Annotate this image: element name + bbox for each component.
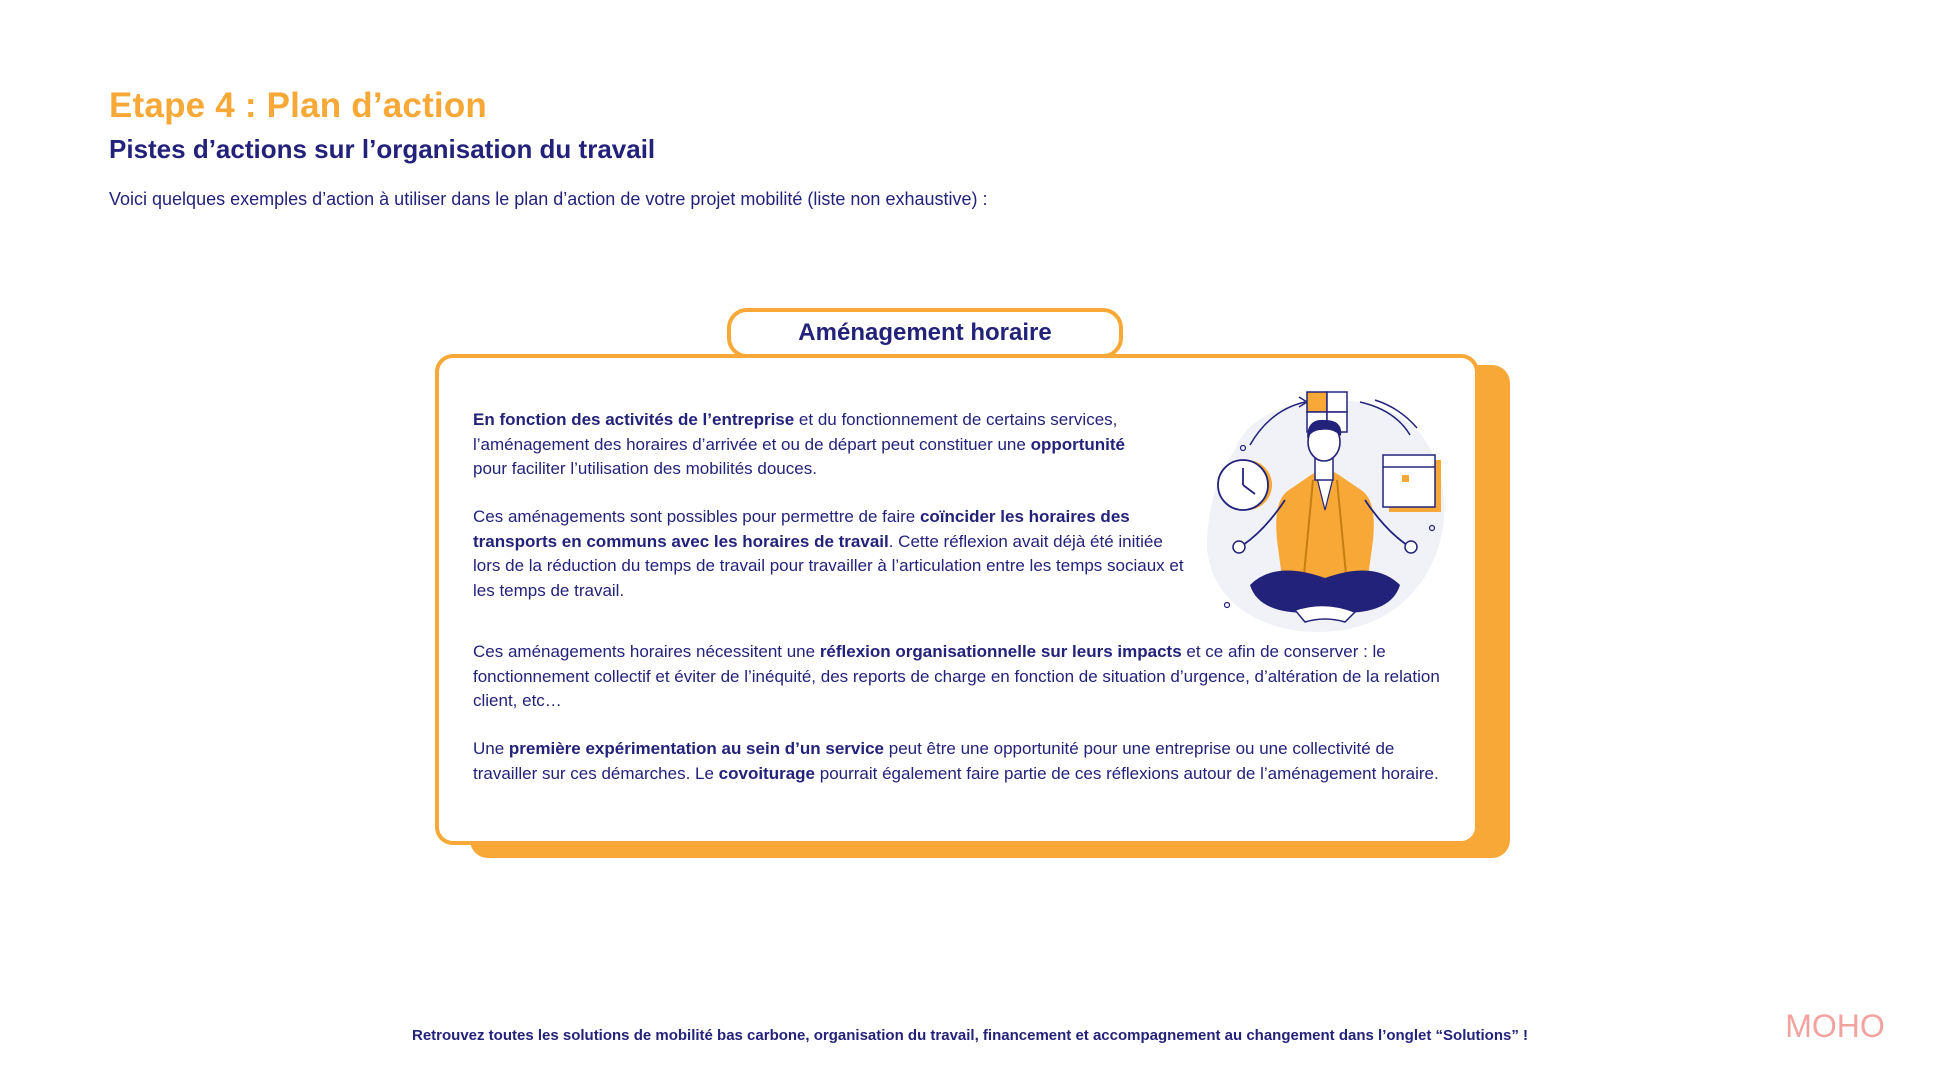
card-paragraph-1: En fonction des activités de l’entreprise et du fonctionnement de certains services, l’aménagement des horaires d’arrivée et ou de départ peut constituer une opportunité pour faciliter l’utilisation des mobilités douces. xyxy=(473,410,1125,478)
page-title: Etape 4 : Plan d’action xyxy=(109,86,488,125)
footer-note: Retrouvez toutes les solutions de mobilité bas carbone, organisation du travail, financement et accompagnement au changement dans l’onglet “Solutions” ! xyxy=(411,1027,1529,1044)
card-paragraph-4: Une première expérimentation au sein d’un service peut être une opportunité pour une entreprise ou une collectivité de travailler sur ces démarches. Le covoiturage pourrait également faire partie de ces réflexions autour de l’aménagement horaire. xyxy=(473,739,1439,783)
card-tab-label: Aménagement horaire xyxy=(727,308,1123,358)
page-subtitle: Pistes d’actions sur l’organisation du travail xyxy=(109,134,656,164)
moho-logo-icon xyxy=(1785,982,1885,1044)
moho-logo xyxy=(1785,982,1885,1044)
intro-text: Voici quelques exemples d’action à utiliser dans le plan d’action de votre projet mobilité (liste non exhaustive) : xyxy=(109,189,988,209)
meditating-person-illustration xyxy=(1195,380,1455,640)
card-paragraph-2: Ces aménagements sont possibles pour permettre de faire coïncider les horaires des transports en communs avec les horaires de travail. Cette réflexion avait déjà été initiée lors de la réduction du temps de travail pour travailler à l’articulation entre les temps sociaux et les temps de travail. xyxy=(473,507,1184,600)
svg-text:MOHO: MOHO xyxy=(1785,1008,1885,1044)
card-paragraph-3: Ces aménagements horaires nécessitent une réflexion organisationnelle sur leurs impacts et ce afin de conserver : le fonctionnement collectif et éviter de l’inéquité, des reports de charge en fonction de situation d’urgence, d’altération de la relation client, etc… xyxy=(473,642,1440,710)
